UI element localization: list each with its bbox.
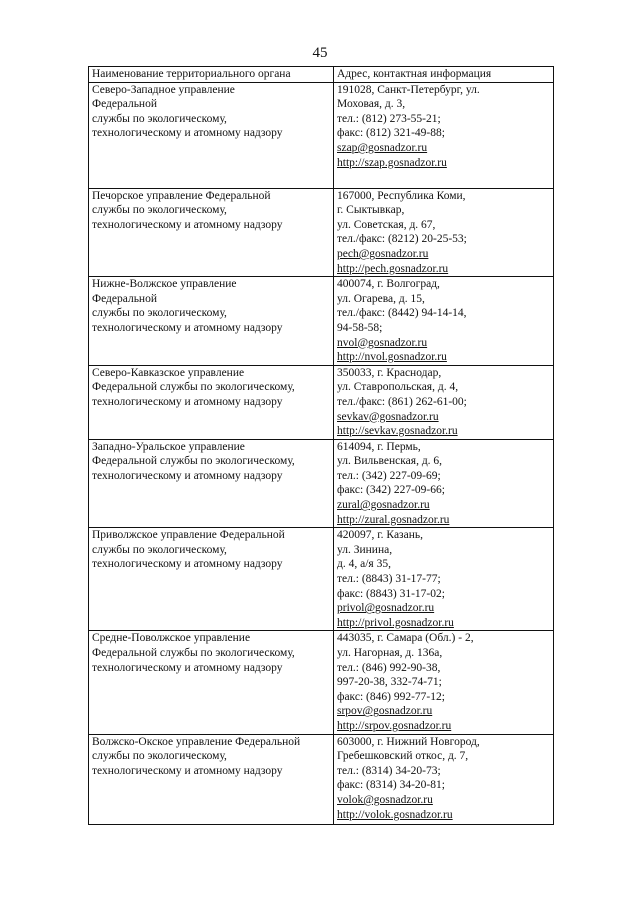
website-link[interactable]: http://szap.gosnadzor.ru (337, 156, 447, 169)
org-name-line: Федеральной службы по экологическому, (92, 647, 295, 659)
address-cell (334, 277, 554, 366)
org-name-line: Федеральной службы по экологическому, (92, 381, 295, 394)
address-line: 94-58-58; (337, 321, 383, 334)
address-line: 400074, г. Волгоград, (337, 278, 440, 291)
address-line: ул. Нагорная, д. 136а, (337, 647, 443, 659)
org-name-line: службы по экологическому, (92, 543, 227, 556)
org-name-cell (89, 277, 334, 366)
address-line: тел./факс: (8442) 94-14-14, (337, 307, 467, 320)
address-line: 350033, г. Краснодар, (337, 366, 442, 379)
table-row (89, 631, 554, 734)
table-row (89, 528, 554, 631)
address-cell (334, 631, 554, 734)
org-name-cell (89, 188, 334, 277)
address-cell (334, 734, 554, 824)
address-line: Моховая, д. 3, (337, 98, 406, 111)
address-line: факс: (812) 321-49-88; (337, 127, 445, 140)
org-name-cell (89, 631, 334, 734)
email-link[interactable]: pech@gosnadzor.ru (337, 247, 429, 260)
org-name-line: Федеральной службы по экологическому, (92, 455, 295, 468)
email-link[interactable]: volok@gosnadzor.ru (337, 793, 433, 806)
address-line: 420097, г. Казань, (337, 529, 423, 542)
website-link[interactable]: http://srpov.gosnadzor.ru (337, 719, 452, 732)
address-line: 997-20-38, 332-74-71; (337, 676, 442, 689)
org-name-cell (89, 528, 334, 631)
org-name-line: службы по экологическому, (92, 307, 227, 320)
email-link[interactable]: srpov@gosnadzor.ru (337, 705, 433, 718)
address-line: тел.: (342) 227-09-69; (337, 469, 441, 482)
org-name-line: Федеральной (92, 98, 157, 111)
website-link[interactable]: http://sevkav.gosnadzor.ru (337, 425, 458, 438)
website-link[interactable]: http://zural.gosnadzor.ru (337, 513, 450, 526)
address-line: 603000, г. Нижний Новгород, (337, 735, 480, 748)
email-link[interactable]: nvol@gosnadzor.ru (337, 336, 428, 349)
org-name-line: Печорское управление Федеральной (92, 189, 271, 202)
email-link[interactable]: sevkav@gosnadzor.ru (337, 410, 439, 423)
address-line: 167000, Республика Коми, (337, 189, 466, 202)
email-link[interactable]: szap@gosnadzor.ru (337, 141, 428, 154)
org-name-cell (89, 82, 334, 188)
table-row (89, 82, 554, 188)
website-link[interactable]: http://nvol.gosnadzor.ru (337, 351, 447, 364)
table-row (89, 365, 554, 439)
address-line: тел./факс: (8212) 20-25-53; (337, 233, 467, 246)
header-address: Адрес, контактная информация (334, 67, 554, 83)
org-name-line: службы по экологическому, (92, 112, 227, 125)
org-name-line: технологическому и атомному надзору (92, 127, 283, 140)
email-link[interactable]: privol@gosnadzor.ru (337, 602, 435, 615)
org-name-line: Северо-Кавказское управление (92, 366, 245, 379)
org-name-line: Северо-Западное управление (92, 83, 235, 96)
table-header-row (89, 67, 554, 83)
address-line: факс: (8314) 34-20-81; (337, 779, 445, 792)
address-line: тел./факс: (861) 262-61-00; (337, 395, 467, 408)
address-line: факс: (846) 992-77-12; (337, 690, 445, 703)
table-row (89, 439, 554, 528)
header-name: Наименование территориального органа (89, 67, 334, 83)
address-line: 614094, г. Пермь, (337, 440, 421, 453)
address-line: 443035, г. Самара (Обл.) - 2, (337, 632, 474, 645)
org-name-line: Волжско-Окское управление Федеральной (92, 735, 301, 748)
org-name-line: технологическому и атомному надзору (92, 764, 283, 777)
address-line: тел.: (812) 273-55-21; (337, 112, 441, 125)
org-name-cell (89, 734, 334, 824)
address-cell (334, 528, 554, 631)
org-name-line: Федеральной (92, 292, 157, 305)
email-link[interactable]: zural@gosnadzor.ru (337, 499, 430, 512)
org-name-line: технологическому и атомному надзору (92, 321, 283, 334)
address-line: ул. Огарева, д. 15, (337, 292, 425, 305)
address-line: ул. Зинина, (337, 543, 393, 556)
address-line: ул. Ставропольская, д. 4, (337, 381, 459, 394)
address-line: тел.: (846) 992-90-38, (337, 661, 441, 674)
org-name-cell (89, 365, 334, 439)
org-name-line: службы по экологическому, (92, 204, 227, 217)
address-line: факс: (8843) 31-17-02; (337, 587, 445, 600)
website-link[interactable]: http://pech.gosnadzor.ru (337, 262, 449, 275)
address-line: Гребешковский откос, д. 7, (337, 750, 469, 763)
address-cell (334, 439, 554, 528)
org-name-line: Нижне-Волжское управление (92, 278, 237, 291)
address-line: тел.: (8843) 31-17-77; (337, 573, 441, 586)
org-name-line: технологическому и атомному надзору (92, 469, 283, 482)
address-cell (334, 82, 554, 188)
address-line: тел.: (8314) 34-20-73; (337, 764, 441, 777)
page-number: 45 (312, 45, 328, 61)
org-name-line: технологическому и атомному надзору (92, 558, 283, 571)
address-cell (334, 365, 554, 439)
address-line: ул. Вильвенская, д. 6, (337, 455, 443, 468)
table-row (89, 277, 554, 366)
address-line: факс: (342) 227-09-66; (337, 484, 445, 497)
org-name-line: технологическому и атомному надзору (92, 661, 283, 674)
table-row (89, 188, 554, 277)
org-name-line: Средне-Поволжское управление (92, 632, 251, 645)
address-line: д. 4, а/я 35, (337, 558, 391, 571)
address-line: ул. Советская, д. 67, (337, 218, 436, 231)
website-link[interactable]: http://privol.gosnadzor.ru (337, 616, 454, 629)
table-row (89, 734, 554, 824)
org-name-cell (89, 439, 334, 528)
address-line: 191028, Санкт-Петербург, ул. (337, 83, 480, 96)
org-name-line: Приволжское управление Федеральной (92, 529, 285, 542)
org-name-line: технологическому и атомному надзору (92, 218, 283, 231)
org-name-line: технологическому и атомному надзору (92, 395, 283, 408)
org-name-line: Западно-Уральское управление (92, 440, 245, 453)
address-line: г. Сыктывкар, (337, 204, 405, 217)
address-cell (334, 188, 554, 277)
org-name-line: службы по экологическому, (92, 750, 227, 763)
territorial-bodies-table (88, 66, 554, 825)
website-link[interactable]: http://volok.gosnadzor.ru (337, 808, 453, 821)
